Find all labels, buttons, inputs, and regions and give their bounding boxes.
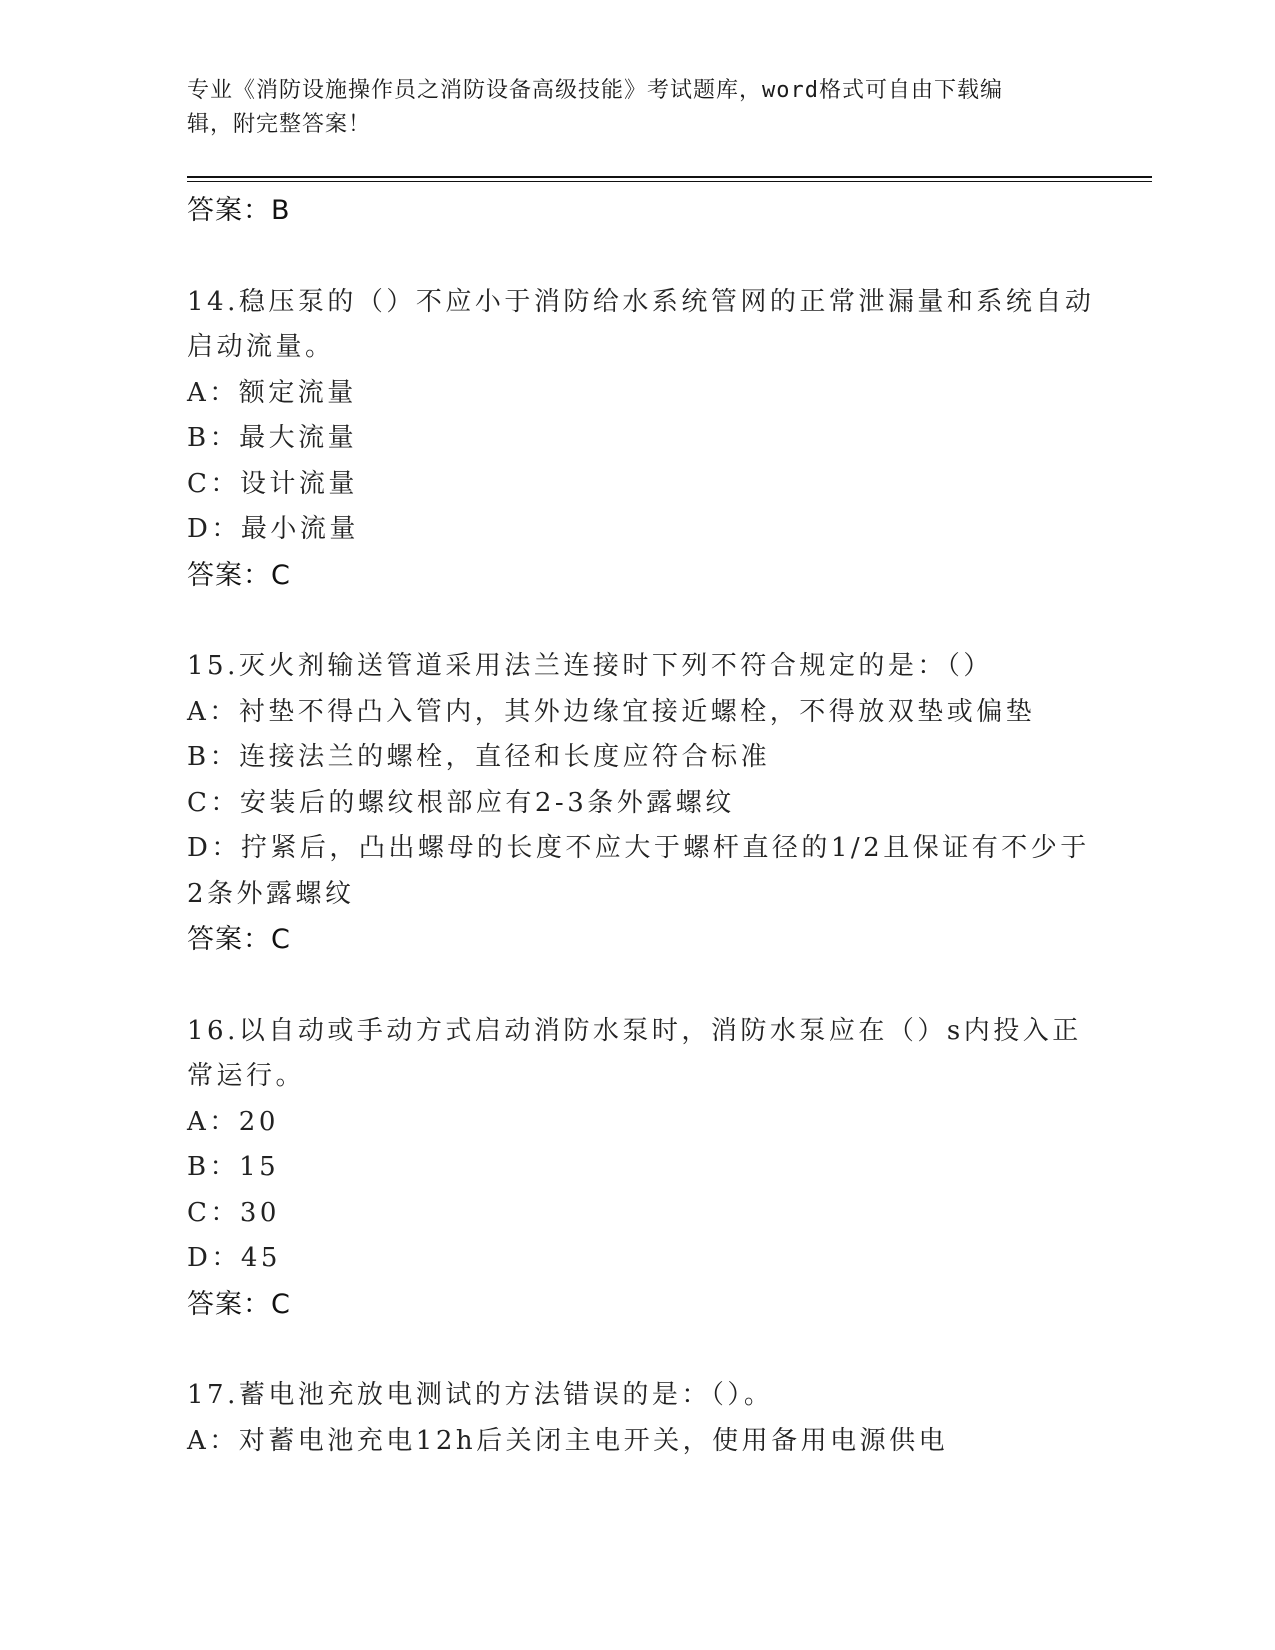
- spacer: [187, 963, 1087, 1009]
- spacer: [187, 598, 1087, 644]
- spacer: [187, 234, 1087, 280]
- option-d: D：拧紧后，凸出螺母的长度不应大于螺杆直径的1/2且保证有不少于: [187, 833, 1090, 863]
- option-a: A：衬垫不得凸入管内，其外边缘宜接近螺栓，不得放双垫或偏垫: [187, 696, 1036, 727]
- question-stem-continued: 常运行。: [187, 1061, 306, 1091]
- page-header: [187, 74, 1067, 142]
- question-stem-continued: 启动流量。: [187, 332, 335, 362]
- option-c: C：30: [187, 1197, 280, 1228]
- answer: 答案：C: [187, 1288, 291, 1320]
- option-a: A：额定流量: [187, 377, 357, 408]
- question-stem: 15.灭火剂输送管道采用法兰连接时下列不符合规定的是：（）: [187, 651, 993, 681]
- answer: 答案：C: [187, 559, 291, 591]
- question-stem: 14.稳压泵的（）不应小于消防给水系统管网的正常泄漏量和系统自动: [187, 286, 1095, 317]
- option-b: B：15: [187, 1152, 280, 1182]
- option-b: B：最大流量: [187, 423, 358, 453]
- question-list: [187, 188, 1095, 1464]
- option-b: B：连接法兰的螺栓，直径和长度应符合标准: [187, 742, 771, 772]
- header-line-1: 专业《消防设施操作员之消防设备高级技能》考试题库，word格式可自由下载编: [187, 78, 1003, 103]
- answer: 答案：C: [187, 924, 291, 955]
- question-15: [187, 644, 1090, 963]
- header-divider-thick: [187, 176, 1152, 178]
- question-16: [187, 1009, 1087, 1328]
- option-a: A：20: [187, 1106, 279, 1137]
- spacer: [187, 1327, 1087, 1373]
- question-17: [187, 1373, 1087, 1464]
- option-a: A：对蓄电池充电12h后关闭主电开关，使用备用电源供电: [187, 1425, 949, 1456]
- option-c: C：安装后的螺纹根部应有2-3条外露螺纹: [187, 787, 735, 818]
- option-c: C：设计流量: [187, 468, 358, 499]
- previous-answer: 答案：B: [187, 195, 291, 226]
- question-stem: 17.蓄电池充放电测试的方法错误的是：（）。: [187, 1380, 774, 1410]
- option-d: D：最小流量: [187, 514, 359, 544]
- option-d-continued: 2条外露螺纹: [187, 878, 355, 909]
- question-14: [187, 280, 1095, 599]
- header-line-2: 辑，附完整答案！: [187, 112, 372, 137]
- header-divider-thin: [187, 181, 1152, 182]
- question-stem: 16.以自动或手动方式启动消防水泵时，消防水泵应在（）s内投入正: [187, 1015, 1082, 1046]
- option-d: D：45: [187, 1243, 281, 1273]
